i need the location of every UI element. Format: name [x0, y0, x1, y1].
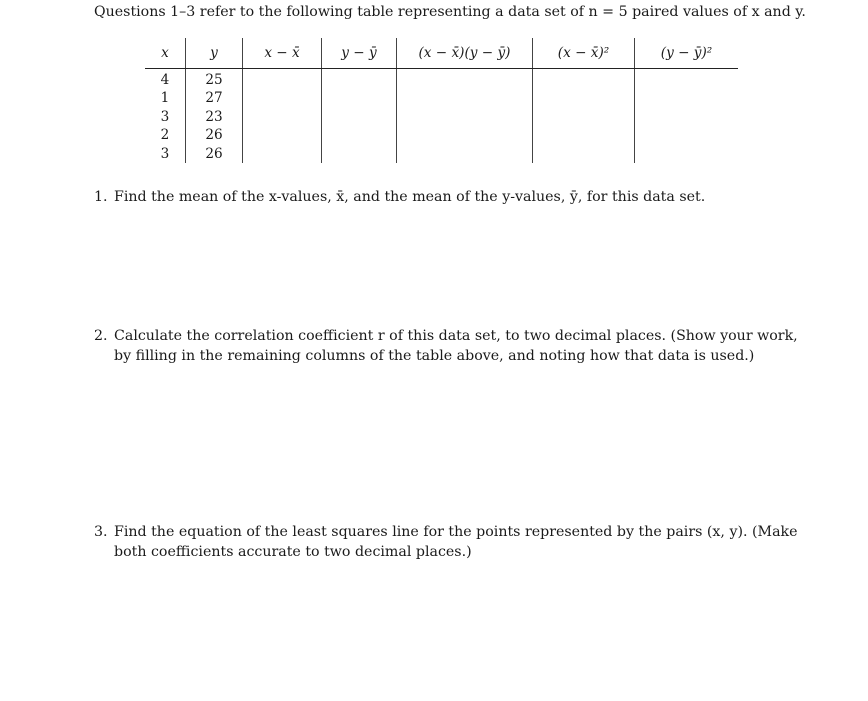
cell-x-dev[interactable] [243, 89, 322, 107]
cell-y-dev[interactable] [322, 145, 397, 163]
cell-x: 2 [160, 127, 170, 144]
cell-product[interactable] [397, 145, 533, 163]
question-3 [94, 522, 814, 562]
table-row [145, 126, 738, 144]
cell-x-dev[interactable] [243, 108, 322, 126]
question-text: Find the mean of the x-values, x̄, and the mean of the y-values, ȳ, for this data set. [114, 189, 706, 205]
cell-product[interactable] [397, 108, 533, 126]
header-x: x [145, 38, 186, 69]
cell-x: 3 [160, 145, 170, 162]
question-text: Find the equation of the least squares line for the points represented by the pairs (x, y). (Make both coefficients accurate to two decimal places.) [114, 524, 798, 560]
header-x-dev: x − x̄ [243, 38, 322, 69]
cell-x-dev-sq[interactable] [533, 108, 635, 126]
cell-y: 25 [186, 69, 243, 90]
question-number: 2. [94, 328, 108, 344]
cell-y-dev[interactable] [322, 108, 397, 126]
question-2 [94, 326, 814, 366]
header-product: (x − x̄)(y − ȳ) [397, 38, 533, 69]
question-number: 1. [94, 189, 108, 205]
question-1 [94, 187, 814, 207]
cell-product[interactable] [397, 89, 533, 107]
cell-y-dev[interactable] [322, 126, 397, 144]
header-x-dev-sq: (x − x̄)² [533, 38, 635, 69]
cell-y-dev-sq[interactable] [635, 89, 739, 107]
cell-y: 27 [186, 89, 243, 107]
cell-x-dev-sq[interactable] [533, 69, 635, 90]
table-header-row [145, 38, 738, 69]
cell-y-dev[interactable] [322, 69, 397, 90]
cell-x-dev-sq[interactable] [533, 89, 635, 107]
header-y: y [186, 38, 243, 69]
cell-y-dev[interactable] [322, 89, 397, 107]
cell-x-dev[interactable] [243, 126, 322, 144]
cell-y-dev-sq[interactable] [635, 69, 739, 90]
cell-x-dev-sq[interactable] [533, 126, 635, 144]
cell-x-dev-sq[interactable] [533, 145, 635, 163]
cell-x: 4 [160, 72, 170, 88]
cell-product[interactable] [397, 69, 533, 90]
cell-y: 26 [186, 145, 243, 163]
header-y-dev-sq: (y − ȳ)² [635, 38, 739, 69]
cell-x: 1 [160, 90, 170, 107]
cell-y-dev-sq[interactable] [635, 108, 739, 126]
cell-y: 23 [186, 108, 243, 126]
cell-product[interactable] [397, 126, 533, 144]
table-row [145, 108, 738, 126]
question-text: Calculate the correlation coefficient r of this data set, to two decimal places. (Show your work, by filling in the remaining columns of the table above, and noting how that data is used.) [114, 328, 798, 364]
table-row [145, 89, 738, 107]
cell-y: 26 [186, 126, 243, 144]
cell-x-dev[interactable] [243, 145, 322, 163]
cell-x-dev[interactable] [243, 69, 322, 90]
cell-x: 3 [160, 108, 170, 125]
header-y-dev: y − ȳ [322, 38, 397, 69]
table-row [145, 69, 738, 90]
cell-y-dev-sq[interactable] [635, 145, 739, 163]
data-table [145, 38, 738, 163]
question-number: 3. [94, 524, 108, 540]
cell-y-dev-sq[interactable] [635, 126, 739, 144]
table-row [145, 145, 738, 163]
intro-text: Questions 1–3 refer to the following table representing a data set of n = 5 paired values of x and y. [94, 4, 806, 20]
